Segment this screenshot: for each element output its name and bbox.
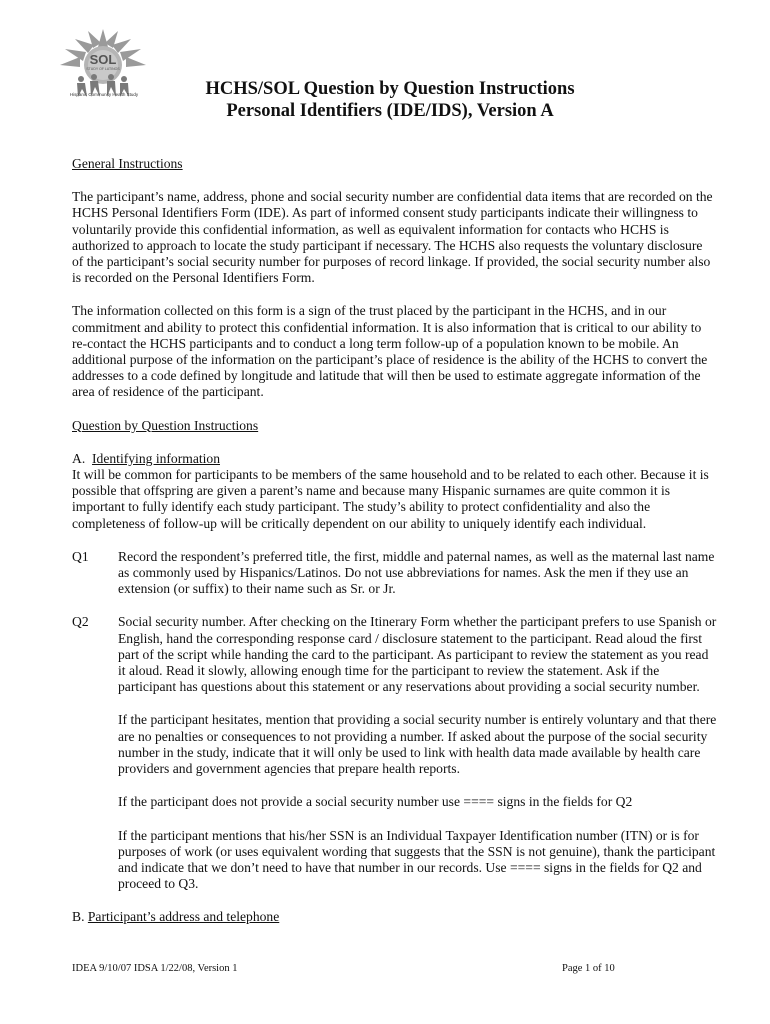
section-b-heading bbox=[72, 909, 717, 925]
question-q2 bbox=[72, 614, 717, 695]
q2-text: Social security number. After checking on the Itinerary Form whether the participant prefers to use Spanish or English, hand the corresponding response card / disclosure statement to the participant. Read aloud the first part of the script while handing the card to the participant. As participant to review the statement as you read it aloud. Read it slowly, allowing enough time for the participant to review the statement. Ask if the participant has questions about this statement or any reservations about providing a social security number. bbox=[118, 614, 717, 695]
title-line-2: Personal Identifiers (IDE/IDS), Version A bbox=[226, 101, 554, 121]
general-paragraph-1: The participant’s name, address, phone and social security number are confidential data items that are recorded on the HCHS Personal Identifiers Form (IDE). As part of informed consent study participants indicate their willingness to voluntarily provide this confidential information, as well as equivalent information for contacts who HCHS is authorized to approach to locate the study participant if necessary. The HCHS also requests the voluntary disclosure of the participant’s social security number for purposes of record linkage. If provided, the social security number also is recorded on the Personal Identifiers Form. bbox=[72, 189, 713, 286]
q2-paragraph-2: If the participant hesitates, mention that providing a social security number is entirely voluntary and that there are no penalties or consequences to not providing a number. If asked about the purpose of the social security number in the study, indicate that it will only be used to link with health data made available by health care providers and government agencies that prepare health reports. bbox=[118, 712, 717, 777]
section-a-letter: A. bbox=[72, 450, 86, 466]
section-a-heading bbox=[72, 451, 717, 467]
q2-label: Q2 bbox=[72, 614, 89, 630]
section-b-letter: B. bbox=[72, 909, 85, 925]
title-line-1: HCHS/SOL Question by Question Instructions bbox=[205, 79, 575, 99]
general-paragraph-2: The information collected on this form is a sign of the trust placed by the participant in the HCHS, and in our commitment and ability to protect this confidential information. It is also information that is critical to our ability to re-contact the HCHS participants and to conduct a long term follow-up of a population known to be mobile. An additional purpose of the information on the participant’s place of residence is the ability of the HCHS to convert the addresses to a code defined by longitude and latitude that will then be used to estimate aggregate information of the area of residence of the participant. bbox=[72, 303, 708, 400]
document-body bbox=[72, 156, 717, 926]
page-title bbox=[160, 78, 620, 122]
section-b-title: Participant’s address and telephone bbox=[87, 909, 280, 925]
section-a-text: It will be common for participants to be members of the same household and to be related to each other. Because it is possible that offspring are given a parent’s name and because many Hispanic surnames are quite common it is important to fully identify each study participant. The study’s ability to protect confidentiality and also the completeness of follow-up will be critically dependent on our ability to uniquely identify each individual. bbox=[72, 467, 709, 531]
logo-mark: SOL bbox=[89, 52, 117, 67]
q2-paragraph-3: If the participant does not provide a social security number use ==== signs in the fields for Q2 bbox=[118, 794, 633, 810]
section-a-title: Identifying information bbox=[92, 450, 220, 466]
footer-page-number: Page 1 of 10 bbox=[562, 963, 615, 974]
qbq-heading: Question by Question Instructions bbox=[72, 417, 259, 433]
q1-text: Record the respondent’s preferred title, the first, middle and paternal names, as well as the maternal last name as commonly used by Hispanics/Latinos. Do not use abbreviations for names. Ask the men if they use an extension (or suffix) to their name such as Sr. or Jr. bbox=[118, 548, 715, 597]
footer-version: IDEA 9/10/07 IDSA 1/22/08, Version 1 bbox=[72, 963, 238, 974]
logo-tagline: STUDY OF LATINOS bbox=[86, 67, 120, 71]
logo-caption: Hispanic Community Health Study bbox=[69, 92, 139, 97]
question-q1 bbox=[72, 549, 717, 598]
general-instructions-heading: General Instructions bbox=[72, 156, 183, 171]
q1-label: Q1 bbox=[72, 548, 89, 564]
q2-paragraph-4: If the participant mentions that his/her SSN is an Individual Taxpayer Identification number (ITN) or is for purposes of work (or uses equivalent wording that suggests that the SSN is not genuine), thank the participant and indicate that we don’t need to have that number in our records. Use ==== signs in the fields for Q2 and proceed to Q3. bbox=[118, 827, 716, 892]
